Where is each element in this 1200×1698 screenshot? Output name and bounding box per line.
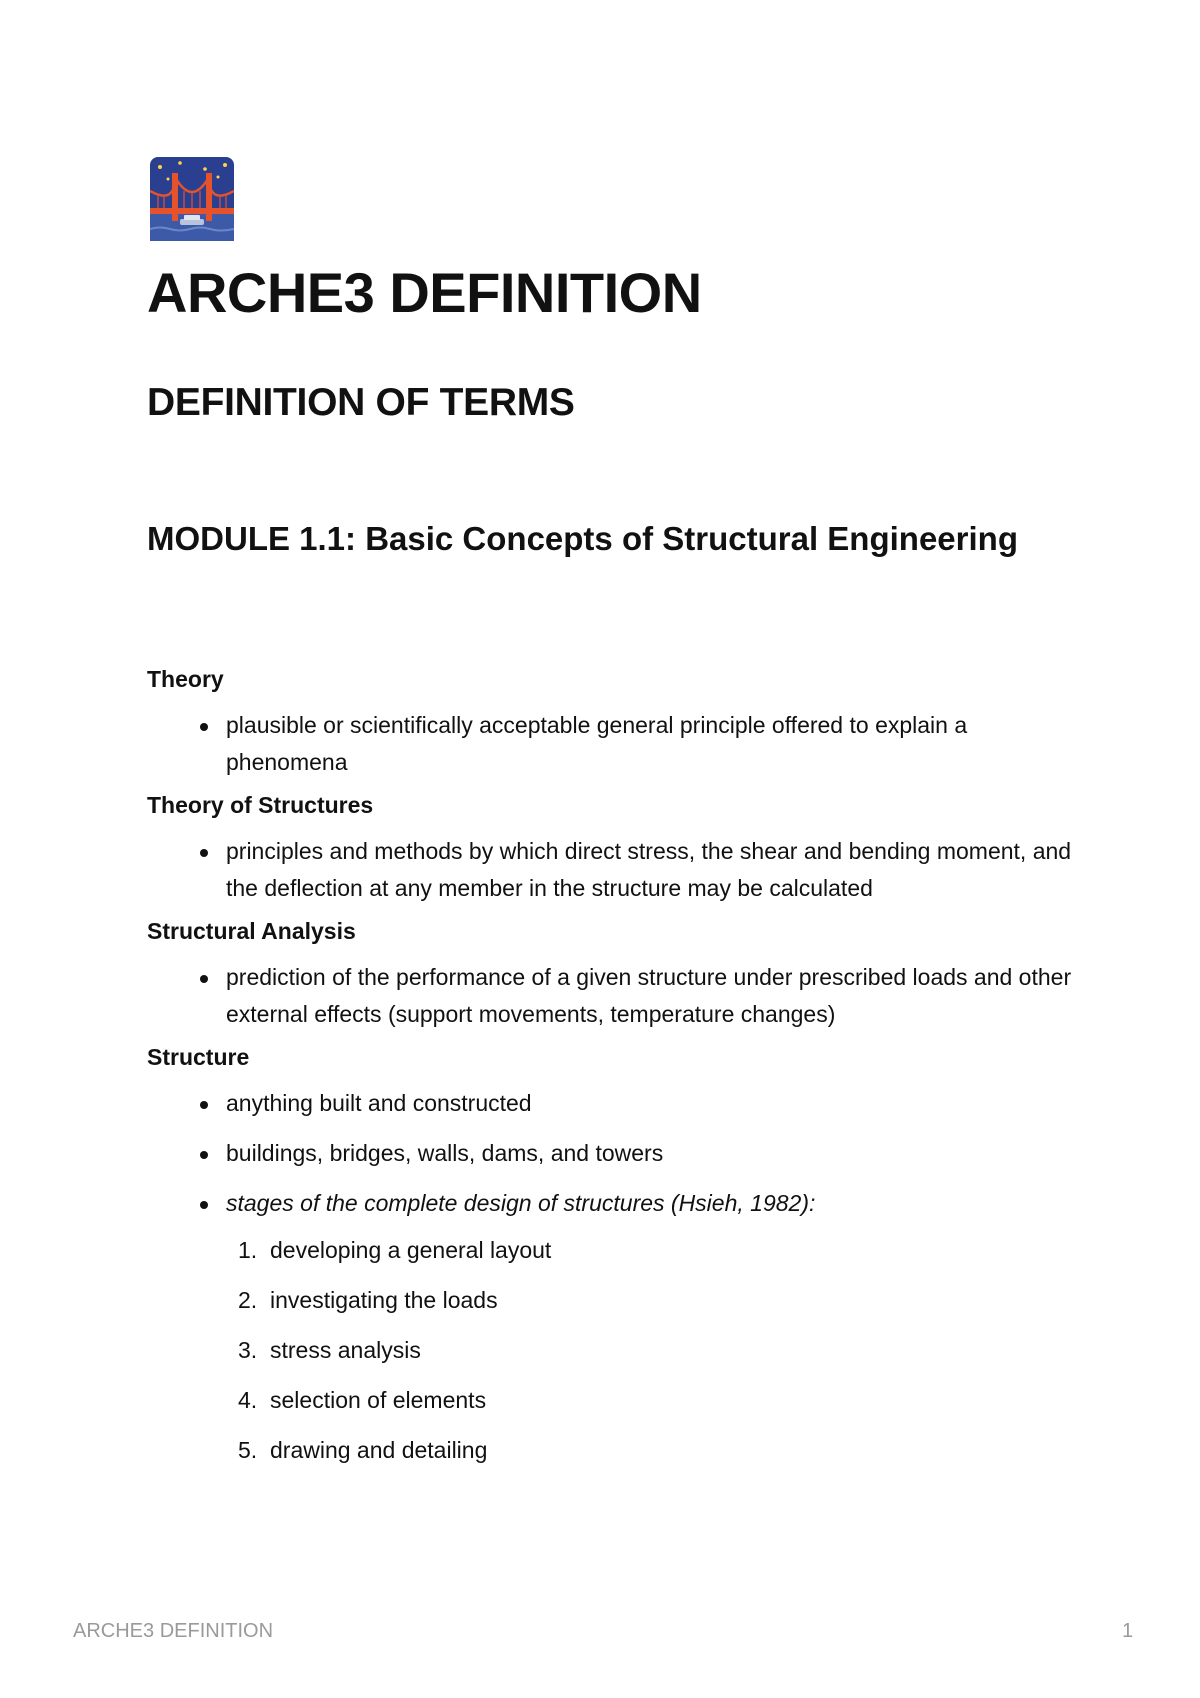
bullet-icon <box>200 1201 208 1209</box>
term-definitions <box>147 959 1087 1033</box>
document-title: ARCHE3 DEFINITION <box>147 261 702 324</box>
definition-item <box>147 833 1087 907</box>
term-definitions <box>147 1085 1087 1222</box>
bullet-icon <box>200 1151 208 1159</box>
stage-text: developing a general layout <box>270 1237 552 1263</box>
design-stages-list <box>147 1235 1087 1465</box>
stage-text: selection of elements <box>270 1387 487 1413</box>
stage-text: drawing and detailing <box>270 1437 488 1463</box>
definition-text: anything built and constructed <box>226 1090 532 1116</box>
footer-title: ARCHE3 DEFINITION <box>73 1620 274 1642</box>
definition-text: principles and methods by which direct stress, the shear and bending moment, and the deflection at any member in the structure may be calculated <box>226 838 1072 901</box>
definition-text: stages of the complete design of structures (Hsieh, 1982): <box>226 1190 816 1216</box>
stage-number: 4. <box>238 1387 258 1413</box>
stage-item <box>147 1435 1087 1465</box>
definitions-list <box>147 664 1087 1465</box>
bullet-icon <box>200 723 208 731</box>
stage-number: 1. <box>238 1237 258 1263</box>
term-heading: Theory <box>147 666 224 692</box>
bullet-icon <box>200 849 208 857</box>
stage-text: investigating the loads <box>270 1287 498 1313</box>
term-heading: Structure <box>147 1044 250 1070</box>
bullet-icon <box>200 975 208 983</box>
bridge-at-night-icon <box>150 157 234 241</box>
bullet-icon <box>200 1101 208 1109</box>
definition-text: buildings, bridges, walls, dams, and towers <box>226 1140 664 1166</box>
definition-text: plausible or scientifically acceptable general principle offered to explain a phenomena <box>226 712 968 775</box>
stage-number: 5. <box>238 1437 258 1463</box>
term-definitions <box>147 833 1087 907</box>
definition-item <box>147 1185 1087 1222</box>
stage-number: 2. <box>238 1287 258 1313</box>
stage-item <box>147 1285 1087 1315</box>
definition-item <box>147 959 1087 1033</box>
stage-item <box>147 1335 1087 1365</box>
stage-number: 3. <box>238 1337 258 1363</box>
term-definitions <box>147 707 1087 781</box>
term-heading: Structural Analysis <box>147 918 356 944</box>
stage-text: stress analysis <box>270 1337 421 1363</box>
definition-item <box>147 707 1087 781</box>
definition-item <box>147 1085 1087 1122</box>
document-subtitle: DEFINITION OF TERMS <box>147 381 575 424</box>
module-heading: MODULE 1.1: Basic Concepts of Structural Engineering <box>147 520 1018 557</box>
term-heading: Theory of Structures <box>147 792 374 818</box>
definition-item <box>147 1135 1087 1172</box>
stage-item <box>147 1385 1087 1415</box>
definition-text: prediction of the performance of a given structure under prescribed loads and other external effects (support movements, temperature changes) <box>226 964 1072 1027</box>
stage-item <box>147 1235 1087 1265</box>
page-number: 1 <box>1122 1620 1134 1642</box>
